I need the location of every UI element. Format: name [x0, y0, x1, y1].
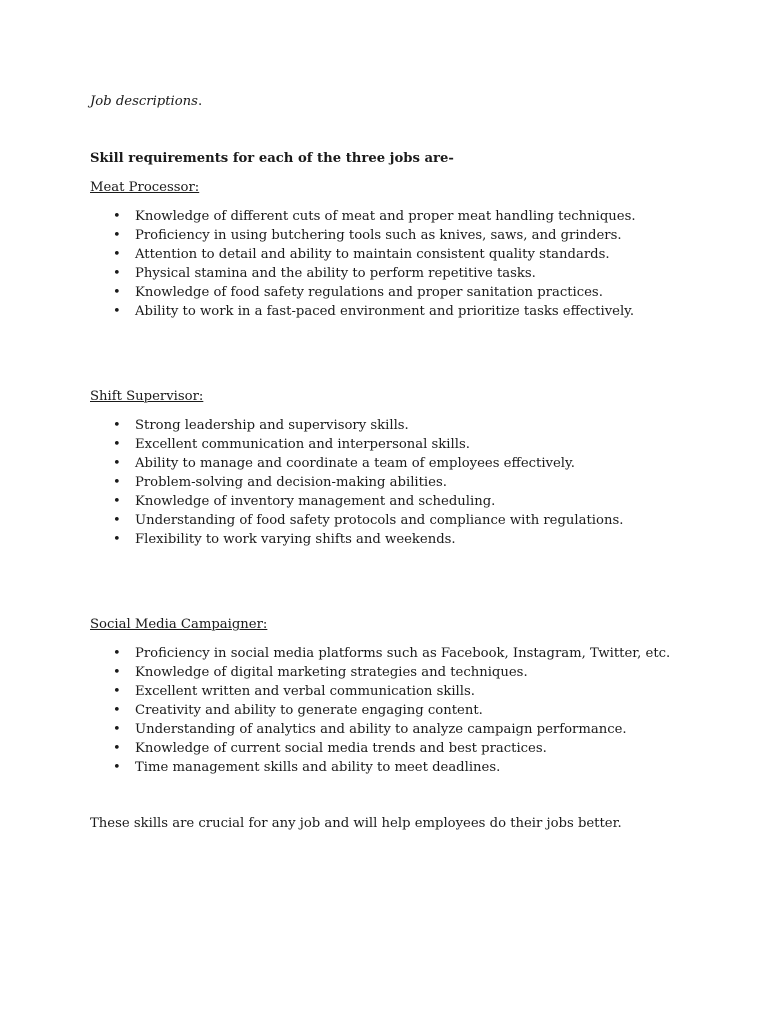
list-item-text: Excellent written and verbal communication skills.	[135, 684, 475, 699]
bullet-icon: •	[113, 209, 121, 224]
list-item	[90, 701, 670, 720]
list-item	[90, 682, 670, 701]
closing-paragraph: These skills are crucial for any job and will help employees do their jobs better.	[90, 816, 622, 831]
bullet-icon: •	[113, 722, 121, 737]
list-item	[90, 264, 636, 283]
list-item-text: Knowledge of current social media trends and best practices.	[135, 741, 547, 756]
list-item-text: Problem-solving and decision-making abilities.	[135, 475, 447, 490]
list-item-text: Creativity and ability to generate engaging content.	[135, 703, 483, 718]
list-item-text: Knowledge of inventory management and scheduling.	[135, 494, 496, 509]
bullet-icon: •	[113, 285, 121, 300]
section-heading: Social Media Campaigner:	[90, 617, 268, 632]
list-item-text: Knowledge of food safety regulations and proper sanitation practices.	[135, 285, 603, 300]
list-item	[90, 663, 670, 682]
list-item	[90, 245, 636, 264]
list-item-text: Ability to work in a fast-paced environment and prioritize tasks effectively.	[135, 304, 635, 319]
bullet-icon: •	[113, 513, 121, 528]
list-item	[90, 492, 623, 511]
document-title	[90, 92, 202, 111]
list-item	[90, 739, 670, 758]
list-item	[90, 435, 623, 454]
list-item	[90, 530, 623, 549]
list-item	[90, 511, 623, 530]
list-item-text: Excellent communication and interpersonal skills.	[135, 437, 470, 452]
bullet-icon: •	[113, 475, 121, 490]
bullet-icon: •	[113, 646, 121, 661]
bullet-icon: •	[113, 760, 121, 775]
intro-heading: Skill requirements for each of the three jobs are-	[90, 151, 454, 166]
list-item-text: Attention to detail and ability to maintain consistent quality standards.	[135, 247, 610, 262]
list-item	[90, 454, 623, 473]
bullet-icon: •	[113, 437, 121, 452]
bullet-icon: •	[113, 418, 121, 433]
bullet-icon: •	[113, 228, 121, 243]
bullet-icon: •	[113, 665, 121, 680]
bullet-icon: •	[113, 247, 121, 262]
section-heading: Meat Processor:	[90, 180, 200, 195]
bullet-icon: •	[113, 741, 121, 756]
list-item	[90, 473, 623, 492]
list-item-text: Proficiency in social media platforms such as Facebook, Instagram, Twitter, etc.	[135, 646, 671, 661]
document-title-period: .	[197, 94, 203, 109]
list-item	[90, 283, 636, 302]
list-item-text: Strong leadership and supervisory skills.	[135, 418, 409, 433]
list-item	[90, 644, 670, 663]
list-item	[90, 302, 636, 321]
bullet-icon: •	[113, 456, 121, 471]
bullet-icon: •	[113, 304, 121, 319]
section-heading: Shift Supervisor:	[90, 389, 204, 404]
bullet-icon: •	[113, 703, 121, 718]
list-item	[90, 720, 670, 739]
skill-list	[90, 416, 623, 549]
skill-list	[90, 207, 636, 321]
bullet-icon: •	[113, 684, 121, 699]
list-item-text: Time management skills and ability to meet deadlines.	[135, 760, 501, 775]
list-item-text: Proficiency in using butchering tools such as knives, saws, and grinders.	[135, 228, 622, 243]
list-item-text: Ability to manage and coordinate a team of employees effectively.	[135, 456, 575, 471]
list-item	[90, 226, 636, 245]
bullet-icon: •	[113, 266, 121, 281]
list-item	[90, 758, 670, 777]
list-item	[90, 416, 623, 435]
list-item-text: Understanding of analytics and ability to analyze campaign performance.	[135, 722, 627, 737]
list-item-text: Knowledge of different cuts of meat and proper meat handling techniques.	[135, 209, 636, 224]
skill-list	[90, 644, 670, 777]
document-title-text: Job descriptions	[90, 94, 198, 109]
section-social-media-campaigner	[90, 615, 670, 777]
list-item-text: Physical stamina and the ability to perform repetitive tasks.	[135, 266, 536, 281]
section-shift-supervisor	[90, 387, 623, 549]
list-item-text: Understanding of food safety protocols and compliance with regulations.	[135, 513, 624, 528]
list-item	[90, 207, 636, 226]
section-meat-processor	[90, 178, 636, 321]
bullet-icon: •	[113, 532, 121, 547]
bullet-icon: •	[113, 494, 121, 509]
list-item-text: Flexibility to work varying shifts and weekends.	[135, 532, 456, 547]
list-item-text: Knowledge of digital marketing strategies and techniques.	[135, 665, 528, 680]
